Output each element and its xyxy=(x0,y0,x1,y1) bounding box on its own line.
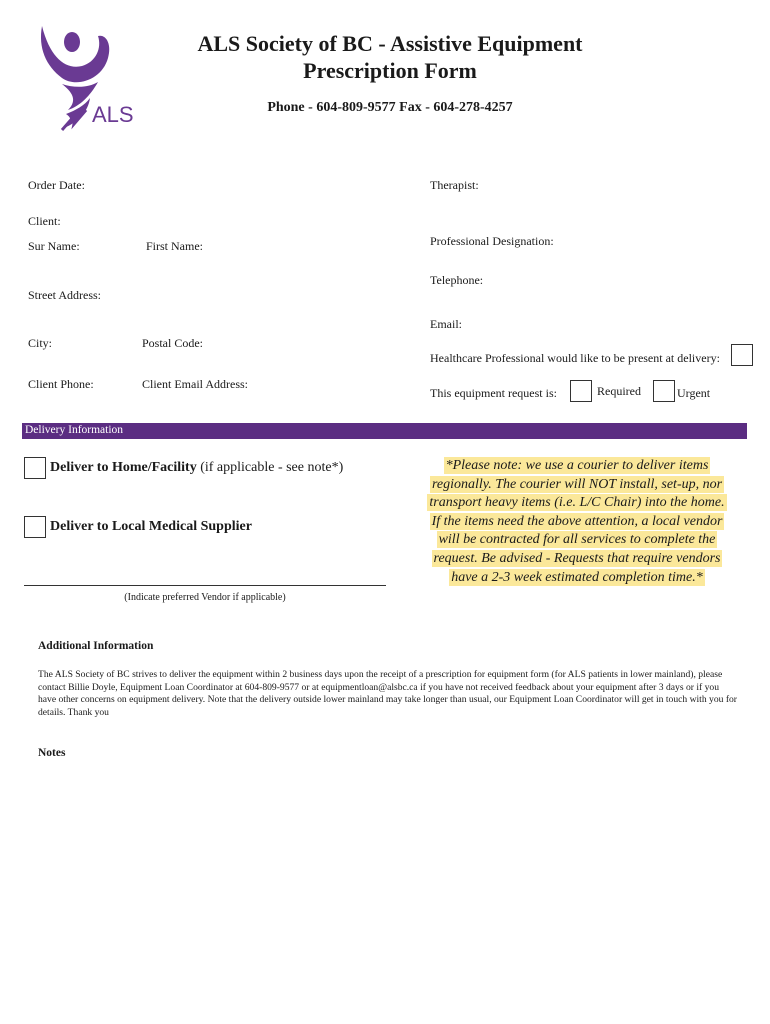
telephone-label: Telephone: xyxy=(430,273,484,287)
street-address-label: Street Address: xyxy=(28,288,101,302)
notes-heading: Notes xyxy=(38,747,66,759)
courier-note-line: request. Be advised - Requests that require vendors xyxy=(433,550,721,566)
delivery-information-band xyxy=(22,423,747,439)
deliver-supplier-label xyxy=(50,519,252,535)
urgent-label: Urgent xyxy=(677,386,711,400)
deliver-home-title: Deliver to Home/Facility xyxy=(50,460,197,475)
order-date-label: Order Date: xyxy=(28,178,85,192)
logo-text: ALS xyxy=(92,102,134,127)
additional-information-text: The ALS Society of BC strives to deliver the equipment within 2 business days upon the receipt of a prescription for equipment form (for ALS patients in lower mainland), please contact Billie Doyle, Equipment Loan Coordinator at 604-809-9577 or at equipmentloan@alsbc.ca if you have not received feedback about your equipment after 3 days or if you have other concerns on equipment delivery. Note that the delivery outside lower mainland may take longer than usual, our Equipment Loan Coordinator will get in touch with you for details. Thank you xyxy=(38,669,738,718)
deliver-home-checkbox[interactable] xyxy=(24,457,46,479)
postal-code-label: Postal Code: xyxy=(142,336,204,350)
courier-note-line: have a 2-3 week estimated completion time.* xyxy=(451,569,703,585)
deliver-supplier-checkbox[interactable] xyxy=(24,516,46,538)
professional-designation-label: Professional Designation: xyxy=(430,234,554,248)
healthcare-present-checkbox[interactable] xyxy=(731,344,753,366)
courier-note-line: transport heavy items (i.e. L/C Chair) into the home. xyxy=(429,495,725,511)
healthcare-present-label: Healthcare Professional would like to be present at delivery: xyxy=(430,351,720,365)
email-label: Email: xyxy=(430,317,462,331)
deliver-home-note: (if applicable - see note*) xyxy=(196,460,344,475)
form-title: ALS Society of BC - Assistive Equipment Prescription Form xyxy=(197,31,583,83)
preferred-vendor-caption: (Indicate preferred Vendor if applicable) xyxy=(124,592,286,603)
delivery-information-label: Delivery Information xyxy=(25,424,124,436)
required-label: Required xyxy=(597,384,641,398)
client-email-label: Client Email Address: xyxy=(142,377,248,391)
city-label: City: xyxy=(28,336,53,350)
client-label: Client: xyxy=(28,214,61,228)
notes-area[interactable] xyxy=(38,768,738,998)
courier-note-line: If the items need the above attention, a local vendor xyxy=(431,513,723,529)
phone-fax: Phone - 604-809-9577 Fax - 604-278-4257 xyxy=(267,100,513,115)
courier-note-line: will be contracted for all services to complete the xyxy=(438,532,716,548)
required-checkbox[interactable] xyxy=(570,380,592,402)
deliver-home-label xyxy=(50,460,343,476)
request-type-label: This equipment request is: xyxy=(430,386,557,400)
urgent-checkbox[interactable] xyxy=(653,380,675,402)
courier-note-line: *Please note: we use a courier to deliver items xyxy=(445,458,709,473)
preferred-vendor-line[interactable] xyxy=(24,585,386,586)
courier-note-line: regionally. The courier will NOT install, set-up, nor xyxy=(431,476,723,492)
first-name-label: First Name: xyxy=(146,239,203,253)
sur-name-label: Sur Name: xyxy=(28,239,80,253)
deliver-supplier-title: Deliver to Local Medical Supplier xyxy=(50,519,252,534)
courier-note xyxy=(412,457,742,587)
als-logo xyxy=(32,18,144,136)
client-phone-label: Client Phone: xyxy=(28,377,94,391)
therapist-label: Therapist: xyxy=(430,178,479,192)
additional-information-heading: Additional Information xyxy=(38,640,154,652)
